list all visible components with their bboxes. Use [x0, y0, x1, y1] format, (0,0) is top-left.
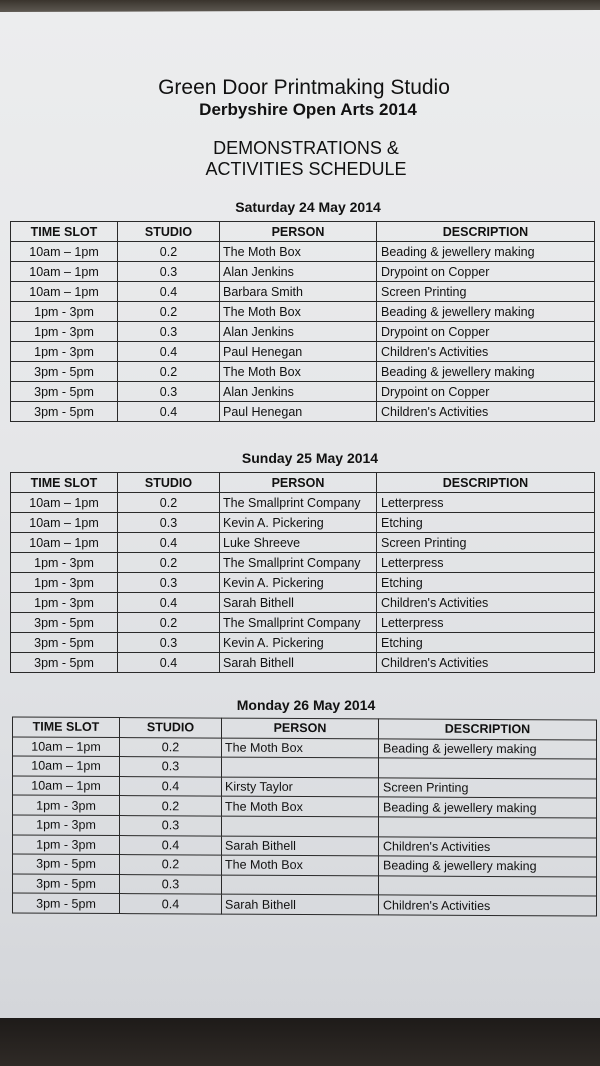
- background-bottom: [0, 1018, 600, 1066]
- table-row: [11, 362, 595, 382]
- cell-studio: 0.2: [120, 796, 222, 816]
- cell-time-slot: 1pm - 3pm: [11, 553, 118, 573]
- column-header-time-slot: TIME SLOT: [13, 717, 120, 737]
- cell-time-slot: 10am – 1pm: [11, 262, 118, 282]
- cell-description: Letterpress: [377, 493, 595, 513]
- cell-description: Children's Activities: [377, 653, 595, 673]
- cell-description: Etching: [377, 573, 595, 593]
- cell-studio: 0.4: [118, 593, 220, 613]
- cell-time-slot: 1pm - 3pm: [13, 835, 120, 855]
- cell-studio: 0.4: [120, 835, 222, 855]
- cell-person: The Smallprint Company: [220, 553, 377, 573]
- cell-time-slot: 10am – 1pm: [13, 737, 120, 757]
- cell-studio: 0.4: [118, 402, 220, 422]
- cell-person: Kevin A. Pickering: [220, 513, 377, 533]
- day-title-saturday: Saturday 24 May 2014: [235, 199, 381, 215]
- cell-studio: 0.4: [118, 282, 220, 302]
- cell-description: Drypoint on Copper: [377, 322, 595, 342]
- cell-studio: 0.3: [118, 382, 220, 402]
- cell-studio: 0.2: [118, 493, 220, 513]
- table-row: [11, 322, 595, 342]
- column-header-time-slot: TIME SLOT: [11, 222, 118, 242]
- cell-description: Children's Activities: [377, 593, 595, 613]
- cell-description: Beading & jewellery making: [379, 856, 597, 877]
- cell-studio: 0.2: [120, 737, 222, 757]
- table-header-row: [11, 473, 595, 493]
- cell-person: Paul Henegan: [220, 402, 377, 422]
- cell-description: Children's Activities: [377, 402, 595, 422]
- cell-time-slot: 3pm - 5pm: [11, 653, 118, 673]
- schedule-title: [6, 138, 600, 180]
- cell-person: Alan Jenkins: [220, 322, 377, 342]
- cell-time-slot: 1pm - 3pm: [13, 795, 120, 815]
- column-header-studio: STUDIO: [118, 473, 220, 493]
- table-row: [11, 382, 595, 402]
- cell-studio: 0.4: [120, 776, 222, 796]
- cell-time-slot: 1pm - 3pm: [13, 815, 120, 835]
- table-row: [11, 402, 595, 422]
- cell-description: Beading & jewellery making: [377, 242, 595, 262]
- cell-person: Sarah Bithell: [222, 894, 379, 914]
- cell-description: Drypoint on Copper: [377, 382, 595, 402]
- cell-person: Barbara Smith: [220, 282, 377, 302]
- cell-person: The Moth Box: [222, 738, 379, 758]
- day-title-monday: Monday 26 May 2014: [236, 697, 376, 713]
- cell-time-slot: 10am – 1pm: [13, 756, 120, 776]
- cell-person: The Moth Box: [220, 302, 377, 322]
- table-row: [11, 553, 595, 573]
- cell-time-slot: 1pm - 3pm: [11, 302, 118, 322]
- cell-time-slot: 1pm - 3pm: [11, 573, 118, 593]
- column-header-time-slot: TIME SLOT: [11, 473, 118, 493]
- cell-studio: 0.4: [118, 653, 220, 673]
- cell-person: Alan Jenkins: [220, 262, 377, 282]
- cell-person: Sarah Bithell: [222, 836, 379, 856]
- cell-person: Alan Jenkins: [220, 382, 377, 402]
- cell-time-slot: 10am – 1pm: [11, 513, 118, 533]
- cell-person: The Moth Box: [220, 362, 377, 382]
- table-row: [11, 513, 595, 533]
- table-row: [13, 893, 597, 916]
- cell-person: [222, 816, 379, 836]
- cell-description: Letterpress: [377, 613, 595, 633]
- cell-person: [222, 875, 379, 895]
- column-header-person: PERSON: [222, 718, 379, 738]
- cell-studio: 0.2: [118, 362, 220, 382]
- event-name: Derbyshire Open Arts 2014: [199, 100, 417, 119]
- cell-description: Children's Activities: [379, 836, 597, 857]
- column-header-person: PERSON: [220, 473, 377, 493]
- table-row: [11, 593, 595, 613]
- cell-description: [379, 758, 597, 779]
- cell-time-slot: 1pm - 3pm: [11, 593, 118, 613]
- cell-description: Etching: [377, 633, 595, 653]
- column-header-description: DESCRIPTION: [379, 719, 597, 740]
- table-row: [11, 613, 595, 633]
- table-row: [11, 242, 595, 262]
- table-row: [11, 262, 595, 282]
- cell-time-slot: 10am – 1pm: [11, 282, 118, 302]
- table-row: [11, 302, 595, 322]
- cell-person: Kirsty Taylor: [222, 777, 379, 797]
- table-row: [11, 633, 595, 653]
- table-header-row: [11, 222, 595, 242]
- cell-description: Screen Printing: [377, 282, 595, 302]
- day-title-sunday: Sunday 25 May 2014: [241, 450, 379, 466]
- table-row: [11, 493, 595, 513]
- cell-person: The Moth Box: [220, 242, 377, 262]
- cell-description: Beading & jewellery making: [379, 797, 597, 818]
- column-header-description: DESCRIPTION: [377, 222, 595, 242]
- cell-description: Beading & jewellery making: [377, 302, 595, 322]
- cell-studio: 0.4: [118, 533, 220, 553]
- schedule-title-line1: DEMONSTRATIONS &: [213, 138, 399, 158]
- cell-description: Children's Activities: [379, 895, 597, 916]
- cell-person: The Moth Box: [222, 855, 379, 875]
- column-header-studio: STUDIO: [118, 222, 220, 242]
- cell-time-slot: 1pm - 3pm: [11, 322, 118, 342]
- cell-studio: 0.2: [118, 242, 220, 262]
- cell-studio: 0.2: [118, 553, 220, 573]
- schedule-table-saturday: [10, 221, 595, 422]
- cell-person: Kevin A. Pickering: [220, 573, 377, 593]
- cell-time-slot: 10am – 1pm: [11, 242, 118, 262]
- table-row: [11, 342, 595, 362]
- schedule-table-sunday: [10, 472, 595, 673]
- cell-time-slot: 10am – 1pm: [13, 776, 120, 796]
- cell-person: Sarah Bithell: [220, 653, 377, 673]
- cell-studio: 0.2: [118, 302, 220, 322]
- cell-studio: 0.4: [118, 342, 220, 362]
- column-header-studio: STUDIO: [120, 718, 222, 738]
- cell-person: Luke Shreeve: [220, 533, 377, 553]
- cell-studio: 0.3: [118, 573, 220, 593]
- cell-person: Kevin A. Pickering: [220, 633, 377, 653]
- cell-studio: 0.3: [118, 262, 220, 282]
- cell-studio: 0.3: [118, 322, 220, 342]
- cell-time-slot: 3pm - 5pm: [11, 633, 118, 653]
- cell-person: [222, 757, 379, 777]
- cell-time-slot: 3pm - 5pm: [11, 613, 118, 633]
- cell-studio: 0.2: [118, 613, 220, 633]
- cell-studio: 0.3: [118, 513, 220, 533]
- cell-person: The Smallprint Company: [220, 493, 377, 513]
- column-header-description: DESCRIPTION: [377, 473, 595, 493]
- table-row: [11, 573, 595, 593]
- cell-description: [379, 817, 597, 838]
- studio-name: Green Door Printmaking Studio: [158, 76, 450, 99]
- cell-time-slot: 3pm - 5pm: [11, 402, 118, 422]
- cell-description: Children's Activities: [377, 342, 595, 362]
- cell-description: Beading & jewellery making: [377, 362, 595, 382]
- table-row: [11, 653, 595, 673]
- cell-description: Etching: [377, 513, 595, 533]
- cell-time-slot: 10am – 1pm: [11, 533, 118, 553]
- cell-person: Paul Henegan: [220, 342, 377, 362]
- cell-description: Screen Printing: [377, 533, 595, 553]
- cell-time-slot: 3pm - 5pm: [11, 382, 118, 402]
- cell-studio: 0.3: [120, 874, 222, 894]
- schedule-title-line2: ACTIVITIES SCHEDULE: [205, 159, 407, 179]
- cell-person: Sarah Bithell: [220, 593, 377, 613]
- cell-time-slot: 3pm - 5pm: [11, 362, 118, 382]
- table-row: [11, 282, 595, 302]
- cell-studio: 0.3: [120, 816, 222, 836]
- cell-time-slot: 3pm - 5pm: [13, 874, 120, 894]
- cell-time-slot: 3pm - 5pm: [13, 854, 120, 874]
- cell-description: Drypoint on Copper: [377, 262, 595, 282]
- cell-description: Screen Printing: [379, 778, 597, 799]
- cell-person: The Smallprint Company: [220, 613, 377, 633]
- schedule-table-monday: [12, 716, 597, 916]
- cell-studio: 0.4: [120, 894, 222, 914]
- cell-studio: 0.3: [118, 633, 220, 653]
- cell-person: The Moth Box: [222, 796, 379, 816]
- cell-studio: 0.3: [120, 757, 222, 777]
- cell-time-slot: 10am – 1pm: [11, 493, 118, 513]
- cell-description: Letterpress: [377, 553, 595, 573]
- cell-description: [379, 876, 597, 897]
- cell-description: Beading & jewellery making: [379, 738, 597, 759]
- table-row: [11, 533, 595, 553]
- column-header-person: PERSON: [220, 222, 377, 242]
- cell-time-slot: 3pm - 5pm: [13, 893, 120, 913]
- cell-studio: 0.2: [120, 855, 222, 875]
- cell-time-slot: 1pm - 3pm: [11, 342, 118, 362]
